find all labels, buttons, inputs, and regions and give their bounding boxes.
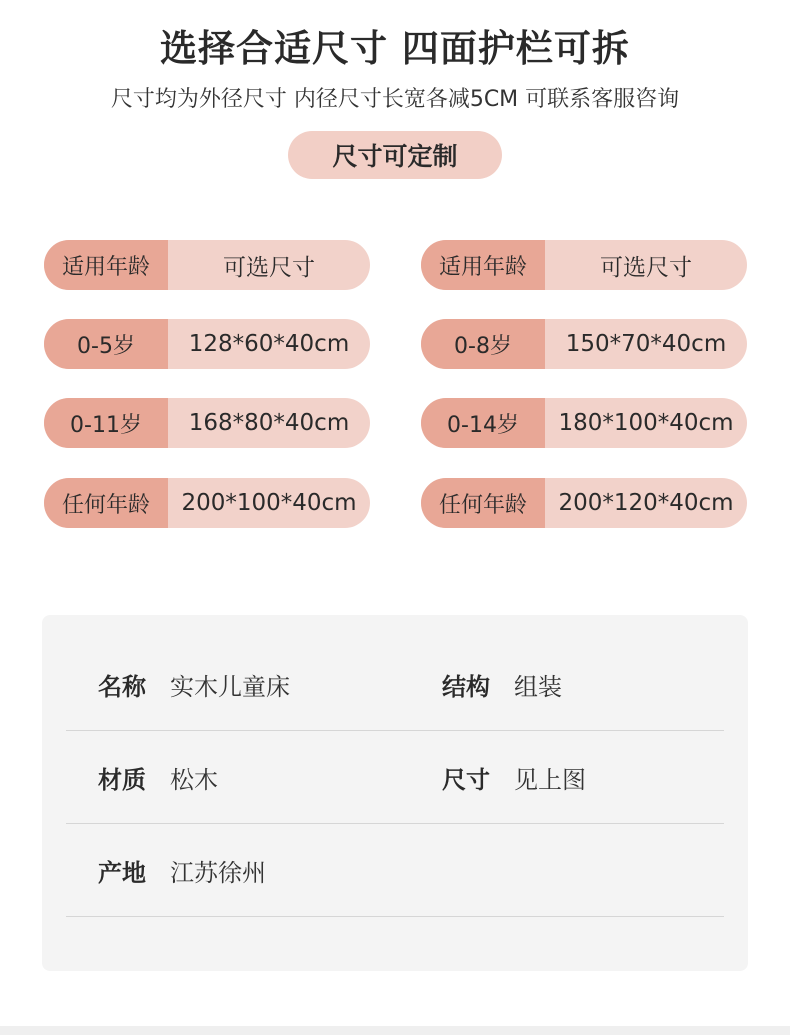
size-row-left (44, 398, 370, 448)
size-row-left (44, 478, 370, 528)
size-cell: 200*100*40cm (181, 490, 357, 516)
size-row-right (421, 398, 747, 448)
size-cell: 200*120*40cm (558, 490, 734, 516)
size-row-left (44, 319, 370, 369)
customizable-badge (288, 131, 502, 179)
spec-key: 名称 (98, 672, 146, 701)
spec-key: 材质 (98, 765, 146, 794)
age-cell: 0-5岁 (44, 319, 168, 369)
spec-card (42, 615, 748, 971)
spec-row (66, 731, 724, 824)
size-cell: 可选尺寸 (600, 254, 692, 281)
age-cell: 适用年龄 (421, 240, 545, 290)
spec-row (66, 824, 724, 917)
age-cell: 任何年龄 (421, 478, 545, 528)
spec-key: 尺寸 (442, 765, 490, 794)
age-cell: 0-11岁 (44, 398, 168, 448)
spec-item (98, 824, 266, 916)
size-cell: 128*60*40cm (188, 331, 350, 357)
spec-key: 结构 (442, 672, 490, 701)
spec-row (66, 638, 724, 731)
age-cell: 0-14岁 (421, 398, 545, 448)
spec-item (98, 731, 218, 823)
size-cell: 168*80*40cm (188, 410, 350, 436)
spec-key: 产地 (98, 858, 146, 887)
age-cell: 任何年龄 (44, 478, 168, 528)
bottom-divider (0, 1026, 790, 1035)
spec-item (442, 638, 562, 730)
page-title: 选择合适尺寸 四面护栏可拆 (160, 27, 630, 70)
age-cell: 适用年龄 (44, 240, 168, 290)
spec-value: 松木 (170, 765, 218, 794)
spec-value: 江苏徐州 (170, 858, 266, 887)
size-cell: 150*70*40cm (565, 331, 727, 357)
spec-value: 组装 (514, 672, 562, 701)
size-row-right-header (421, 240, 747, 290)
spec-item (442, 731, 586, 823)
spec-item (98, 638, 290, 730)
spec-value: 实木儿童床 (170, 672, 290, 701)
size-cell: 180*100*40cm (558, 410, 734, 436)
size-row-left-header (44, 240, 370, 290)
spec-value: 见上图 (514, 765, 586, 794)
size-row-right (421, 319, 747, 369)
size-cell: 可选尺寸 (223, 254, 315, 281)
size-note: 尺寸均为外径尺寸 内径尺寸长宽各减5CM 可联系客服咨询 (110, 87, 680, 112)
customizable-label: 尺寸可定制 (332, 142, 458, 171)
size-row-right (421, 478, 747, 528)
age-cell: 0-8岁 (421, 319, 545, 369)
